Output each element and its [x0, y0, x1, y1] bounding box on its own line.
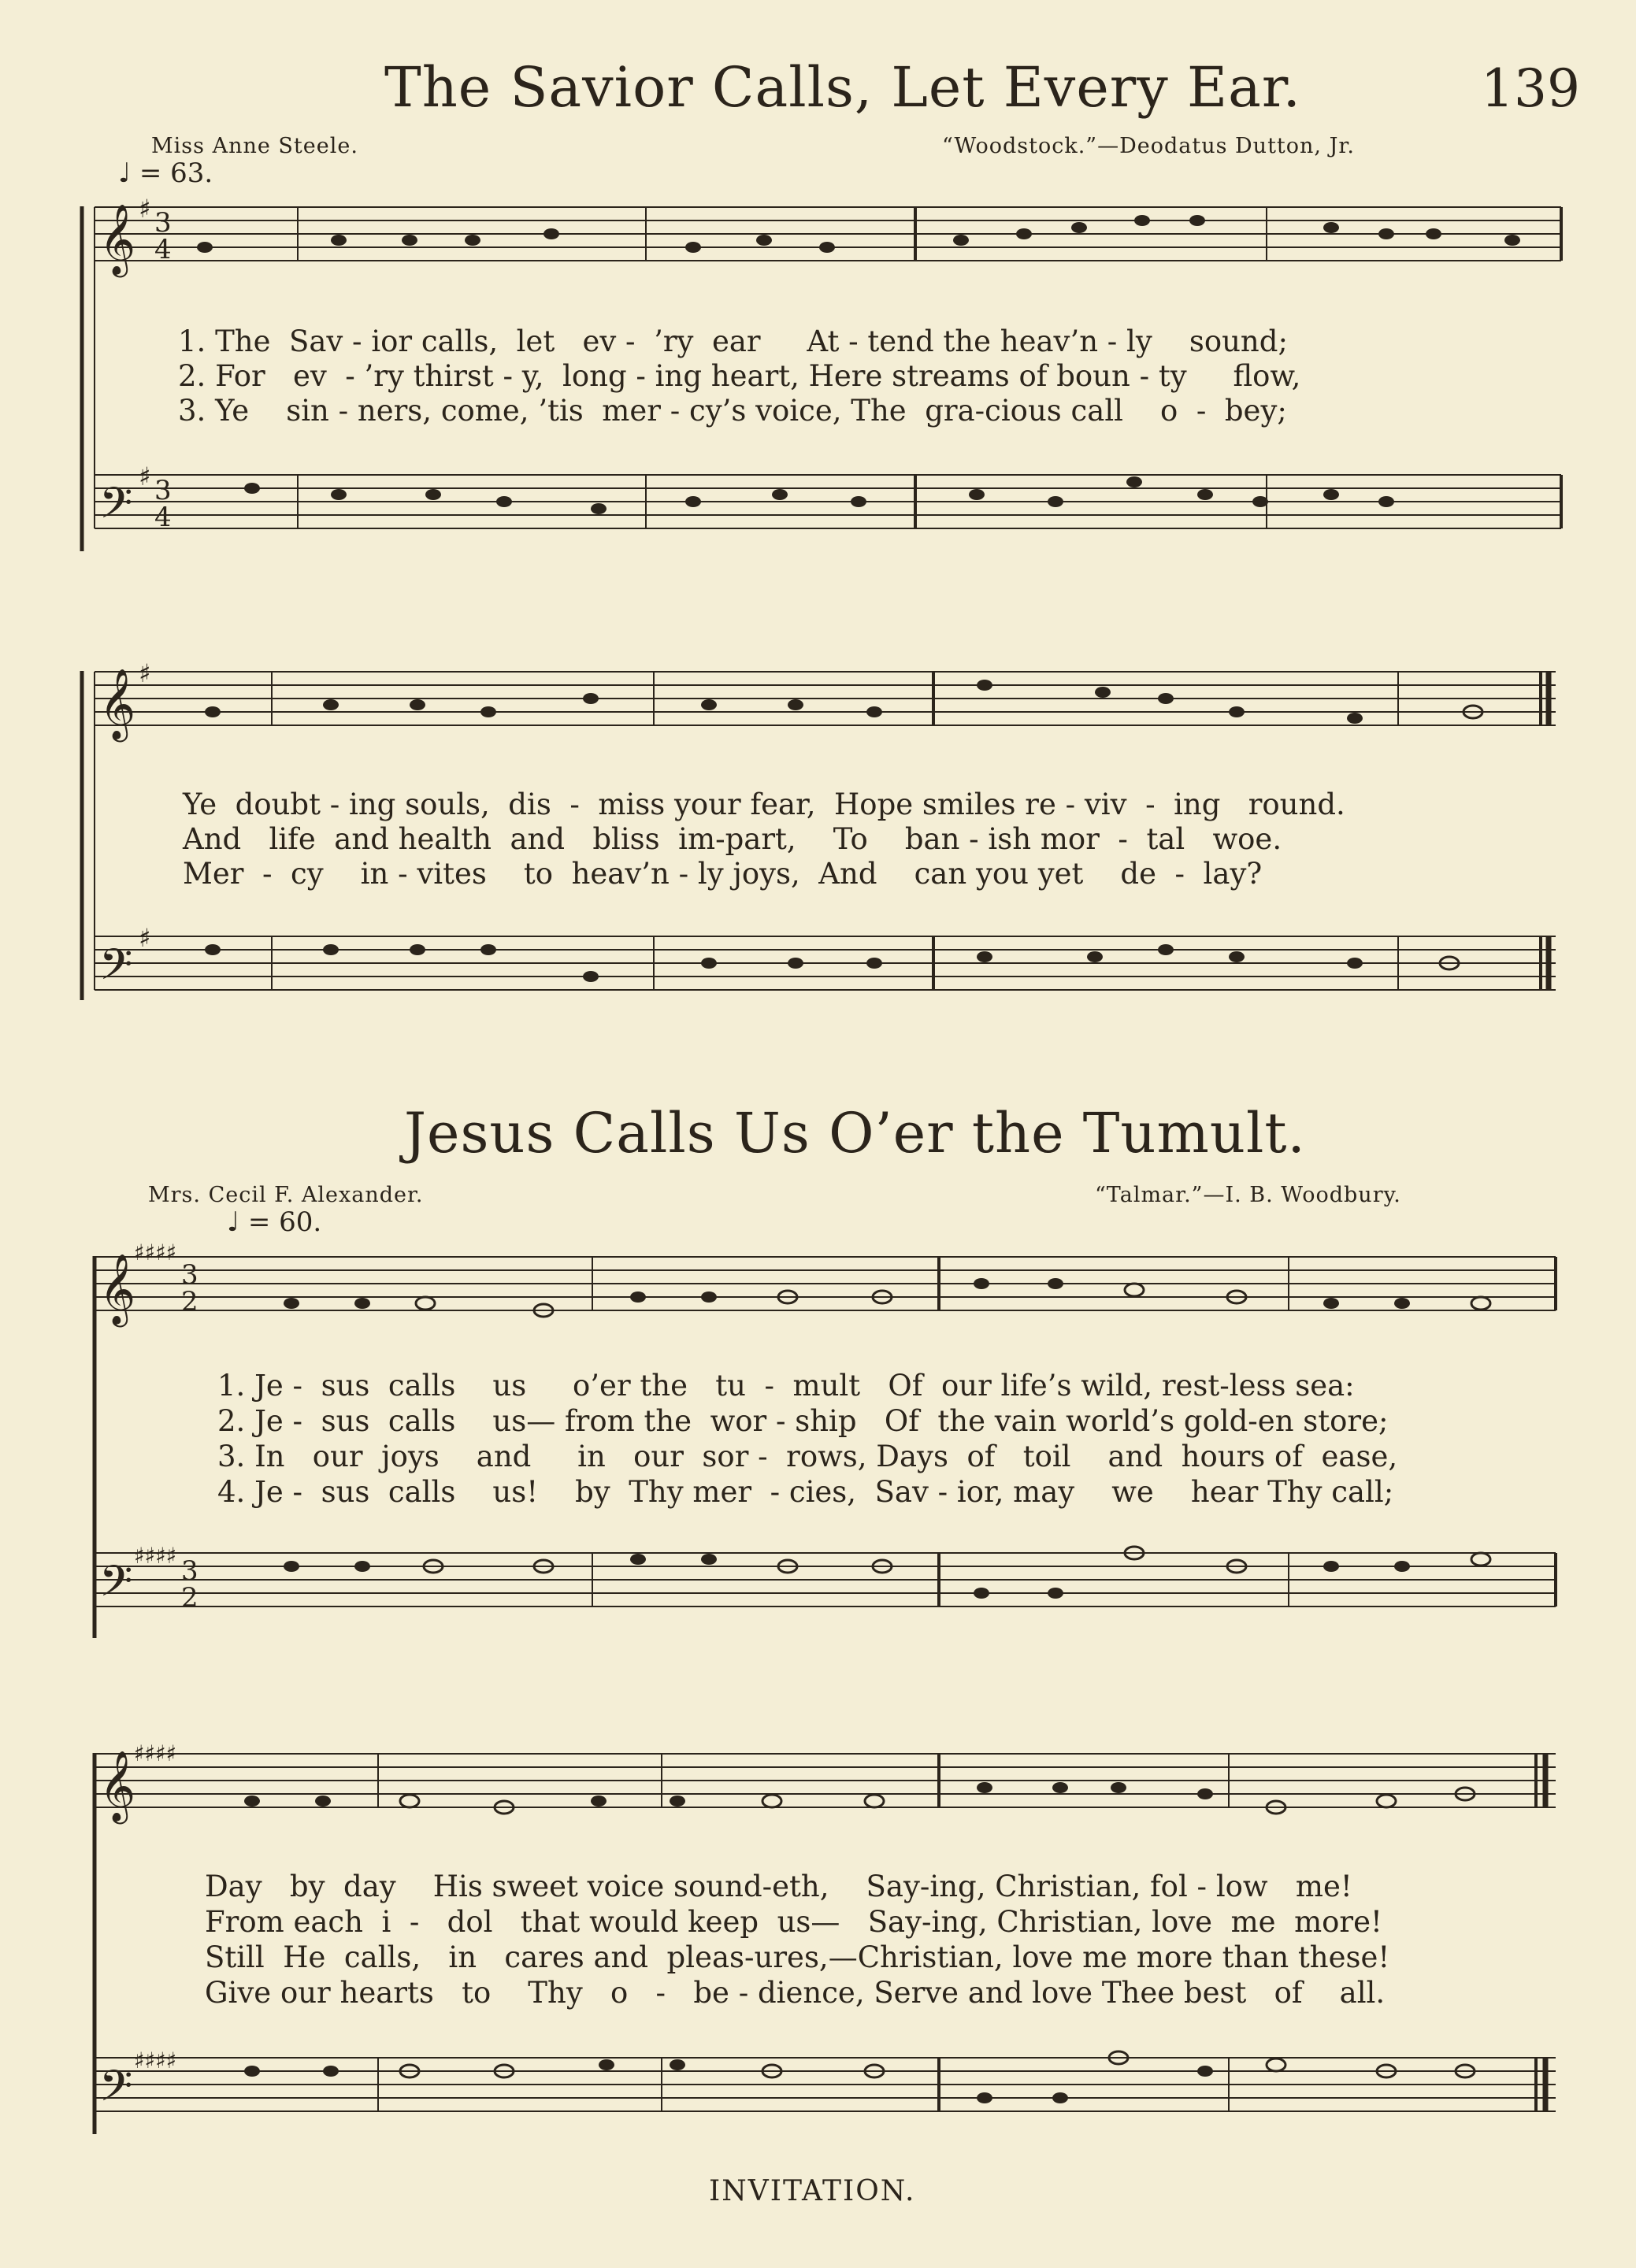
svg-text:3: 3	[181, 1555, 198, 1587]
hymn-2-author: Mrs. Cecil F. Alexander.	[148, 1183, 424, 1207]
hymn-2-stanza-3-line-2: Still He calls, in cares and pleas-ures,—Christian, love me more than these!	[205, 1940, 1390, 1974]
hymn-2-stanza-4-line-1: 4. Je - sus calls us! by Thy mer - cies, Sav - ior, may we hear Thy call;	[217, 1475, 1394, 1509]
svg-text:♯: ♯	[139, 658, 151, 688]
hymn-1-stanza-3-line-2: Mer - cy in - vites to heav’n - ly joys, And can you yet de - lay?	[183, 857, 1263, 891]
hymn-1-stanza-3-line-1: 3. Ye sin - ners, come, ’tis mer - cy’s voice, The gra-cious call o - bey;	[178, 394, 1287, 428]
svg-text:♯♯♯♯: ♯♯♯♯	[134, 1740, 177, 1766]
svg-text:3: 3	[154, 207, 172, 239]
hymn-1-tempo: ♩ = 63.	[118, 158, 213, 189]
hymn-2-title: Jesus Calls Us O’er the Tumult.	[404, 1101, 1306, 1166]
svg-text:𝄞: 𝄞	[99, 1254, 136, 1325]
svg-text:2: 2	[181, 1582, 198, 1614]
svg-text:3: 3	[154, 475, 172, 506]
svg-text:𝄞: 𝄞	[99, 1751, 136, 1821]
hymn-2-composer: “Talmar.”—I. B. Woodbury.	[1095, 1183, 1401, 1207]
hymn-1-title: The Savior Calls, Let Every Ear.	[384, 55, 1301, 120]
hymn-2-tempo: ♩ = 60.	[227, 1206, 322, 1238]
hymn-2-stanza-4-line-2: Give our hearts to Thy o - be - dience, Serve and love Thee best of all.	[205, 1976, 1386, 2010]
svg-text:𝄢: 𝄢	[99, 2061, 133, 2122]
hymn-2-stanza-2-line-1: 2. Je - sus calls us— from the wor - ship Of the vain world’s gold-en store;	[217, 1404, 1389, 1438]
svg-text:𝄞: 𝄞	[99, 204, 136, 275]
hymn-1-stanza-2-line-2: And life and health and bliss im-part, To ban - ish mor - tal woe.	[183, 822, 1282, 856]
hymn-1-author: Miss Anne Steele.	[151, 134, 358, 158]
svg-text:♯♯♯♯: ♯♯♯♯	[134, 1240, 177, 1266]
svg-text:♯♯♯♯: ♯♯♯♯	[134, 2048, 177, 2073]
hymn-1-stanza-2-line-1: 2. For ev - ’ry thirst - y, long - ing heart, Here streams of boun - ty flow,	[178, 359, 1301, 393]
hymn-2-stanza-2-line-2: From each i - dol that would keep us— Say-ing, Christian, love me more!	[205, 1905, 1382, 1939]
hymn-2-stanza-1-line-1: 1. Je - sus calls us o’er the tu - mult Of our life’s wild, rest-less sea:	[217, 1369, 1355, 1403]
hymn-1-stanza-1-line-2: Ye doubt - ing souls, dis - miss your fear, Hope smiles re - viv - ing round.	[183, 788, 1345, 821]
hymn-2-stanza-3-line-1: 3. In our joys and in our sor - rows, Days of toil and hours of ease,	[217, 1440, 1398, 1473]
footer-section-title: INVITATION.	[709, 2175, 916, 2207]
svg-text:𝄢: 𝄢	[99, 1556, 133, 1617]
hymn-2-stanza-1-line-2: Day by day His sweet voice sound-eth, Say-ing, Christian, fol - low me!	[205, 1870, 1352, 1903]
page-number: 139	[1481, 58, 1580, 119]
svg-text:♯♯♯♯: ♯♯♯♯	[134, 1543, 177, 1569]
svg-text:♯: ♯	[139, 194, 151, 224]
svg-text:♯: ♯	[139, 923, 151, 953]
svg-text:2: 2	[181, 1286, 198, 1317]
svg-text:𝄢: 𝄢	[99, 478, 133, 539]
svg-text:♯: ♯	[139, 461, 151, 491]
hymn-1-composer: “Woodstock.”—Deodatus Dutton, Jr.	[942, 134, 1355, 158]
svg-text:4: 4	[154, 502, 172, 533]
hymn-1-stanza-1-line-1: 1. The Sav - ior calls, let ev - ’ry ear At - tend the heav’n - ly sound;	[178, 324, 1288, 358]
svg-text:𝄢: 𝄢	[99, 939, 133, 1000]
svg-text:𝄞: 𝄞	[99, 669, 136, 739]
svg-text:4: 4	[154, 234, 172, 265]
svg-text:3: 3	[181, 1259, 198, 1291]
